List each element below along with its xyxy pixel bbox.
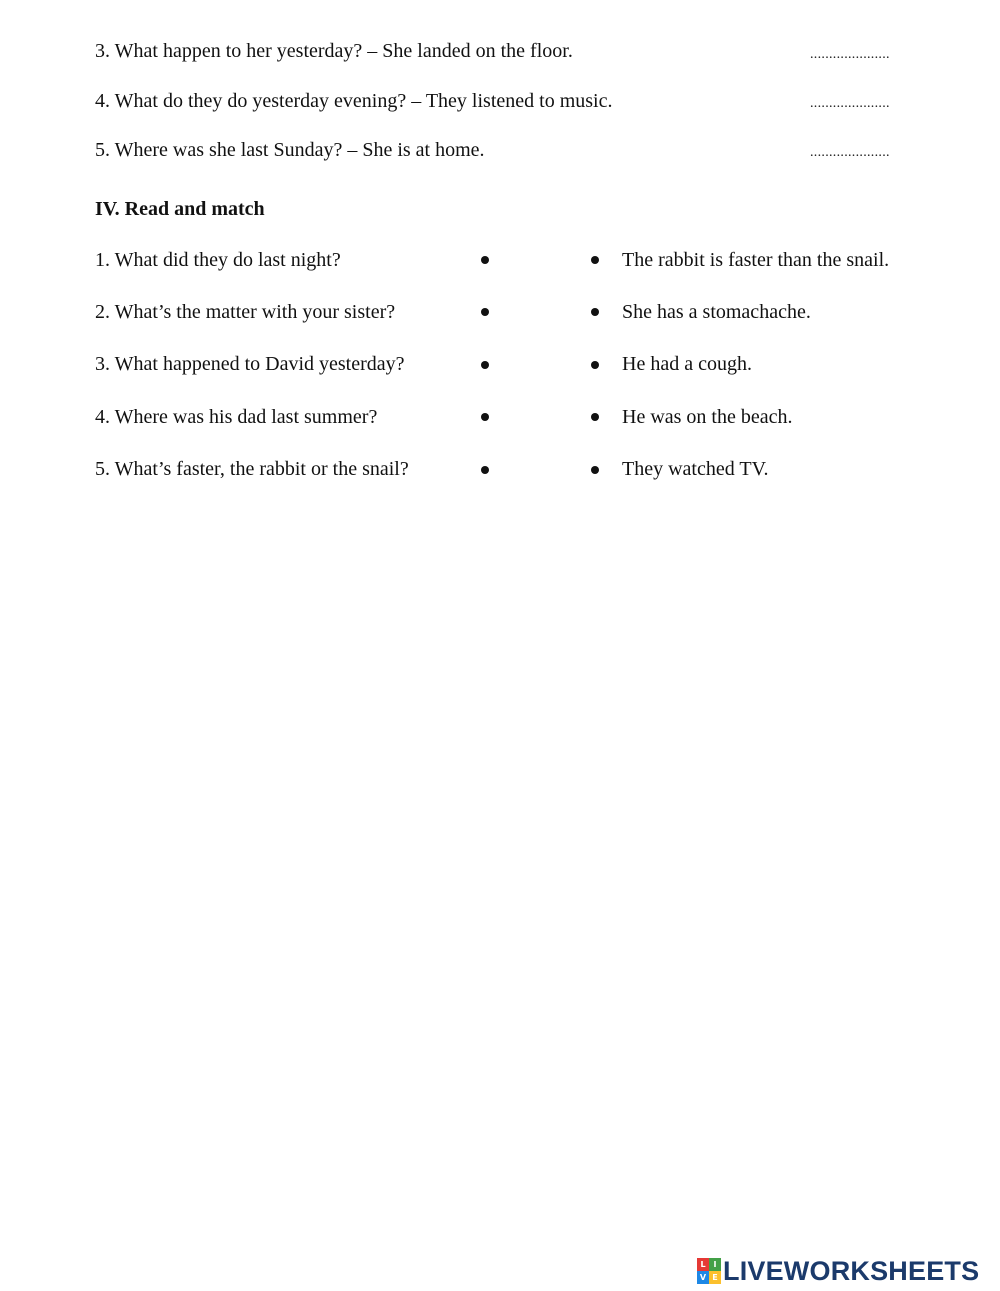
match-question-2: 2. What’s the matter with your sister? xyxy=(95,301,396,323)
match-question-5: 5. What’s faster, the rabbit or the snail? xyxy=(95,458,409,480)
badge-letter-v: V xyxy=(697,1271,709,1284)
match-answer-4: He was on the beach. xyxy=(622,406,793,428)
match-dot-left-3[interactable] xyxy=(481,361,489,369)
answer-field-5[interactable]: ..................... xyxy=(810,145,890,160)
match-dot-right-2[interactable] xyxy=(591,308,599,316)
badge-letter-e: E xyxy=(709,1271,721,1284)
match-dot-left-4[interactable] xyxy=(481,413,489,421)
match-dot-right-1[interactable] xyxy=(591,256,599,264)
logo-text: LIVEWORKSHEETS xyxy=(723,1256,980,1286)
match-dot-left-1[interactable] xyxy=(481,256,489,264)
match-dot-left-5[interactable] xyxy=(481,466,489,474)
section4-title: IV. Read and match xyxy=(95,198,265,220)
match-dot-right-5[interactable] xyxy=(591,466,599,474)
answer-field-4[interactable]: ..................... xyxy=(810,96,890,111)
match-dot-right-4[interactable] xyxy=(591,413,599,421)
match-answer-5: They watched TV. xyxy=(622,458,769,480)
section3-item-4: 4. What do they do yesterday evening? – They listened to music. xyxy=(95,90,613,112)
match-question-1: 1. What did they do last night? xyxy=(95,249,341,271)
match-dot-right-3[interactable] xyxy=(591,361,599,369)
match-question-4: 4. Where was his dad last summer? xyxy=(95,406,378,428)
answer-field-3[interactable]: ..................... xyxy=(810,47,890,62)
badge-letter-l: L xyxy=(697,1258,709,1271)
match-dot-left-2[interactable] xyxy=(481,308,489,316)
liveworksheets-logo xyxy=(697,1256,979,1286)
logo-badge-icon xyxy=(697,1258,721,1284)
match-answer-1: The rabbit is faster than the snail. xyxy=(622,249,890,271)
section3-item-5: 5. Where was she last Sunday? – She is at home. xyxy=(95,139,485,161)
badge-letter-i: I xyxy=(709,1258,721,1271)
section3-item-3: 3. What happen to her yesterday? – She landed on the floor. xyxy=(95,40,573,62)
match-answer-3: He had a cough. xyxy=(622,353,752,375)
match-question-3: 3. What happened to David yesterday? xyxy=(95,353,405,375)
match-answer-2: She has a stomachache. xyxy=(622,301,811,323)
